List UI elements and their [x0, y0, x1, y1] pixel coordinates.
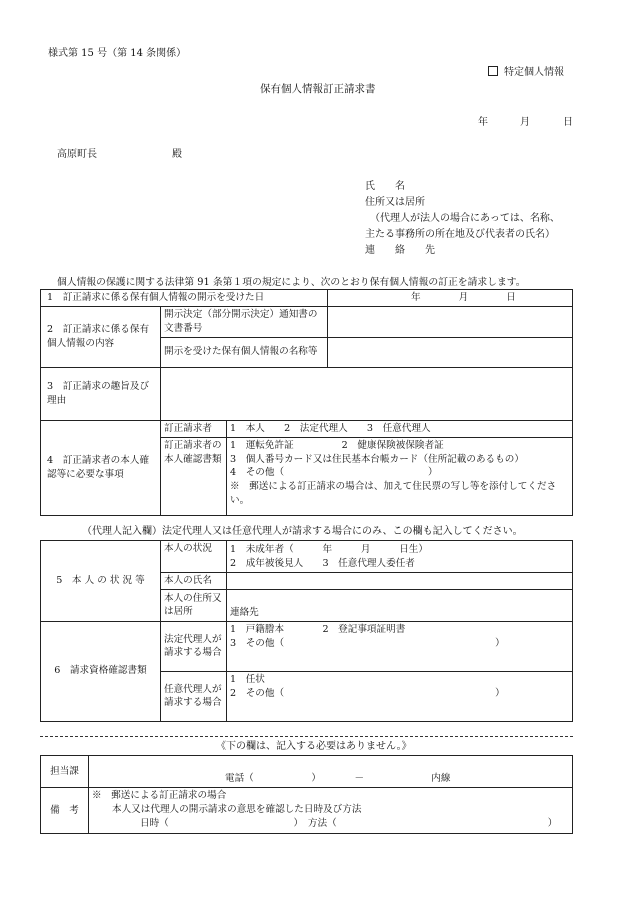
- row5-address-field[interactable]: [227, 589, 573, 621]
- form-number: 様式第 15 号（第 14 条関係）: [48, 48, 187, 59]
- row4-docs[interactable]: [227, 437, 573, 515]
- row2-doc-number-field[interactable]: [328, 306, 573, 337]
- row4-doc2: 3 個人番号カード又は住民基本台帳カード（住所記載のあるもの）: [230, 453, 524, 465]
- row5-sub1-label: 本人の状況: [161, 541, 227, 573]
- agent-section-heading: （代理人記入欄）法定代理人又は任意代理人が請求する場合にのみ、この欄も記入してください。: [82, 526, 523, 537]
- row4-doc1: 1 運転免許証 2 健康保険被保険者証: [230, 439, 444, 451]
- row2-info-name-field[interactable]: [328, 337, 573, 367]
- cut-line: [40, 736, 573, 737]
- recipient-honorific: 殿: [172, 149, 182, 160]
- row4-label: 4 訂正請求者の本人確認等に必要な事項: [41, 420, 161, 515]
- department-phone[interactable]: 電話（ ） － 内線: [89, 756, 573, 788]
- request-table: [40, 289, 573, 516]
- recipient: 高原町長: [57, 149, 97, 160]
- row5-sub3-label: 本人の住所又は居所: [161, 589, 227, 621]
- row4-sub1-label: 訂正請求者: [161, 420, 227, 437]
- row5-status1: 1 未成年者（ 年 月 日生）: [230, 543, 428, 555]
- date-day-label: 日: [563, 117, 573, 128]
- row6-sub1-label: 法定代理人が請求する場合: [161, 621, 227, 671]
- remarks-field[interactable]: [89, 788, 573, 834]
- row2-label: 2 訂正請求に係る保有個人情報の内容: [41, 306, 161, 367]
- row3-label: 3 訂正請求の趣旨及び理由: [41, 367, 161, 420]
- row6-legal2: 3 その他（ ）: [230, 637, 505, 649]
- remarks-label: 備 考: [41, 788, 89, 834]
- row6-vol2: 2 その他（ ）: [230, 687, 505, 699]
- office-table: [40, 755, 573, 834]
- row3-field[interactable]: [161, 367, 573, 420]
- row1-date-field[interactable]: [328, 290, 573, 307]
- remarks-1: ※ 郵送による訂正請求の場合: [92, 790, 227, 801]
- row5-status-options[interactable]: [227, 541, 573, 573]
- requester-address-label: 住所又は居所: [365, 197, 425, 208]
- specific-info-checkbox-group[interactable]: [488, 66, 564, 80]
- date-year-label: 年: [478, 117, 488, 128]
- row4-requester-options[interactable]: 1 本人 2 法定代理人 3 任意代理人: [227, 420, 573, 437]
- row5-label: 5 本 人 の 状 況 等: [41, 541, 161, 622]
- row6-legal-options[interactable]: [227, 621, 573, 671]
- agent-table: [40, 540, 573, 722]
- page-title: 保有個人情報訂正請求書: [260, 83, 376, 95]
- row6-legal1: 1 戸籍謄本 2 登記事項証明書: [230, 623, 406, 635]
- date-month-label: 月: [520, 117, 530, 128]
- office-note: 《下の欄は、記入する必要はありません。》: [216, 741, 412, 752]
- row2-sub2-label: 開示を受けた保有個人情報の名称等: [161, 337, 328, 367]
- row1-year: 年: [411, 292, 421, 303]
- row5-name-field[interactable]: [227, 573, 573, 590]
- remarks-2: 本人又は代理人の開示請求の意思を確認した日時及び方法: [112, 803, 362, 815]
- row4-note: ※ 郵送による訂正請求の場合は、加えて住民票の写し等を添付してください。: [230, 481, 557, 507]
- row5-contact-label: 連絡先: [230, 607, 259, 618]
- row1-month: 月: [458, 292, 469, 303]
- row6-vol1: 1 任状: [230, 673, 265, 685]
- remarks-3: 日時（ ） 方法（ ）: [140, 817, 558, 829]
- row6-voluntary-options[interactable]: [227, 671, 573, 721]
- requester-contact-label: 連 絡 先: [365, 245, 435, 256]
- requester-name-label: 氏 名: [365, 181, 405, 192]
- row2-sub1-label: 開示決定（部分開示決定）通知書の文書番号: [161, 306, 328, 337]
- row6-label: 6 請求資格確認書類: [41, 621, 161, 721]
- row4-sub2-label: 訂正請求者の本人確認書類: [161, 437, 227, 515]
- row5-sub2-label: 本人の氏名: [161, 573, 227, 590]
- specific-info-label: 特定個人情報: [504, 67, 564, 78]
- specific-info-checkbox[interactable]: [488, 66, 498, 76]
- row1-label: 1 訂正請求に係る保有個人情報の開示を受けた日: [41, 290, 328, 307]
- agent-note-1: （代理人が法人の場合にあっては、名称、: [370, 213, 560, 224]
- row4-doc3: 4 その他（ ）: [230, 467, 438, 479]
- intro-text: 個人情報の保護に関する法律第 91 条第１項の規定により、次のとおり保有個人情報の訂正を請求します。: [57, 277, 526, 288]
- row6-sub2-label: 任意代理人が請求する場合: [161, 671, 227, 721]
- agent-note-2: 主たる事務所の所在地及び代表者の氏名）: [365, 229, 555, 240]
- row5-status2: 2 成年被後見人 3 任意代理人委任者: [230, 557, 415, 569]
- row1-day: 日: [506, 292, 516, 303]
- department-label: 担当課: [41, 756, 89, 788]
